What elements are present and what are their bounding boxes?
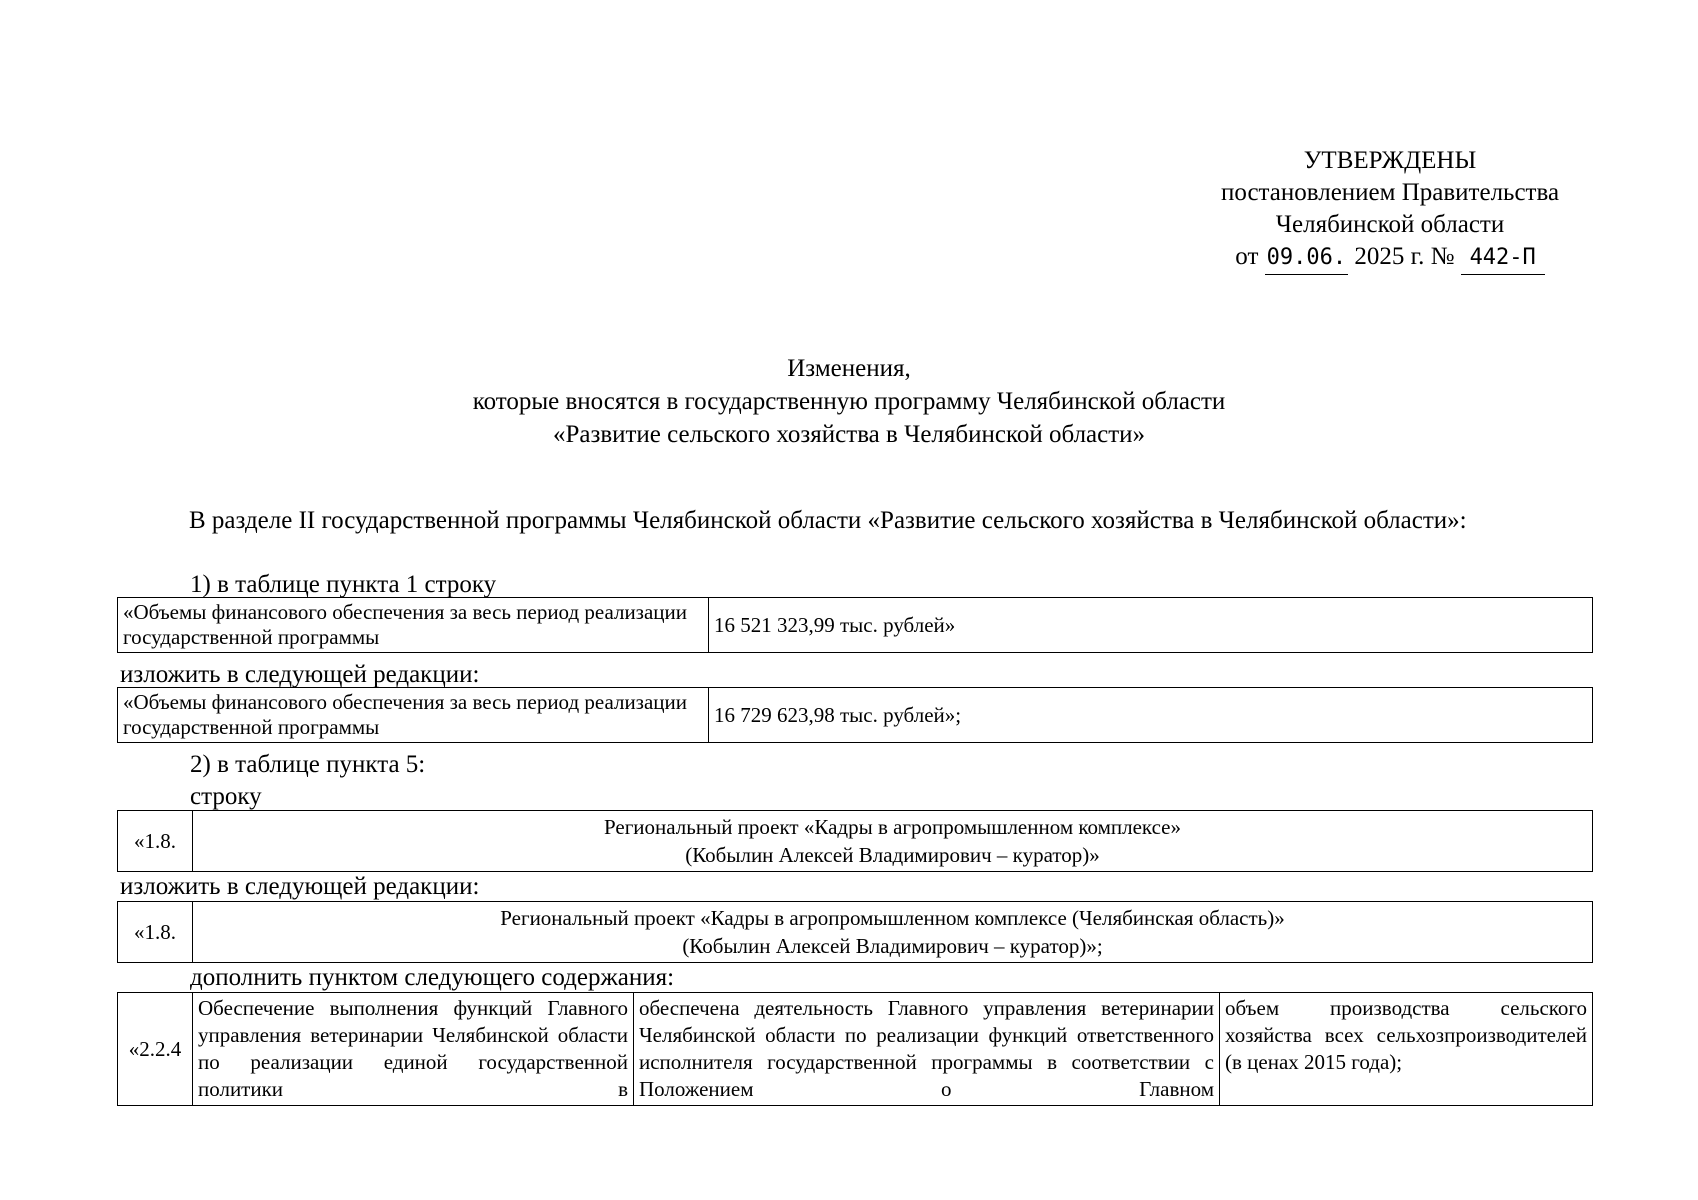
document-heading: [0, 352, 1698, 451]
action-cell: Обеспечение выполнения функций Главного управления ветеринарии Челябинской области по реализации единой государственной политики в: [193, 993, 634, 1106]
item2-label: 2) в таблице пункта 5:: [190, 751, 426, 778]
heading-line-3: «Развитие сельского хозяйства в Челябинской области»: [552, 421, 1146, 448]
item2-add-label: дополнить пунктом следующего содержания:: [190, 964, 675, 991]
project-cell: [193, 902, 1593, 963]
row-label-cell: «Объемы финансового обеспечения за весь период реализации государственной программы: [118, 598, 709, 653]
row-number-cell: «2.2.4: [118, 993, 193, 1106]
project-curator: (Кобылин Алексей Владимирович – куратор)»: [685, 843, 1100, 867]
row-number-cell: «1.8.: [118, 902, 193, 963]
project-title: Региональный проект «Кадры в агропромышленном комплексе (Челябинская область)»: [500, 906, 1285, 930]
item2-new-table: [117, 901, 1593, 963]
item2-replace-label: изложить в следующей редакции:: [120, 873, 480, 900]
result-cell: обеспечена деятельность Главного управления ветеринарии Челябинской области по реализации функций ответственного исполнителя государственной программы в соответствии с Положением о Главном: [634, 993, 1220, 1106]
item2-sub-label: строку: [190, 783, 262, 810]
row-number-cell: «1.8.: [118, 811, 193, 872]
project-title: Региональный проект «Кадры в агропромышленном комплексе»: [603, 815, 1182, 839]
approval-date-line: [1180, 241, 1600, 275]
table-row: [118, 688, 1593, 743]
approval-title: УТВЕРЖДЕНЫ: [1303, 147, 1477, 174]
row-value-cell: 16 521 323,99 тыс. рублей»: [709, 598, 1593, 653]
decree-date: 09.06.: [1265, 242, 1348, 275]
item2-old-table: [117, 810, 1593, 872]
date-prefix: от: [1235, 243, 1259, 270]
decree-number: 442-П: [1461, 242, 1545, 275]
table-row: [118, 811, 1593, 872]
item1-new-table: [117, 687, 1593, 743]
heading-line-1: Изменения,: [787, 355, 911, 382]
approval-line-2: Челябинской области: [1275, 211, 1505, 238]
item1-replace-label: изложить в следующей редакции:: [120, 661, 480, 688]
indicator-cell: объем производства сельского хозяйства всех сельхозпроизводителей (в ценах 2015 года);: [1220, 993, 1593, 1106]
item2-add-table: [117, 992, 1593, 1106]
year-text: 2025 г. №: [1354, 243, 1455, 270]
table-row: [118, 993, 1593, 1106]
approval-line-1: постановлением Правительства: [1220, 179, 1560, 206]
table-row: [118, 902, 1593, 963]
row-value-cell: 16 729 623,98 тыс. рублей»;: [709, 688, 1593, 743]
row-label-cell: «Объемы финансового обеспечения за весь период реализации государственной программы: [118, 688, 709, 743]
heading-line-2: которые вносятся в государственную программу Челябинской области: [472, 388, 1226, 415]
item1-label: 1) в таблице пункта 1 строку: [190, 571, 497, 598]
table-row: [118, 598, 1593, 653]
approval-block: [1180, 145, 1600, 275]
project-cell: [193, 811, 1593, 872]
project-curator: (Кобылин Алексей Владимирович – куратор)»;: [682, 934, 1103, 958]
item1-old-table: [117, 597, 1593, 653]
intro-paragraph: В разделе II государственной программы Челябинской области «Развитие сельского хозяйства в Челябинской области»:: [189, 507, 1467, 534]
